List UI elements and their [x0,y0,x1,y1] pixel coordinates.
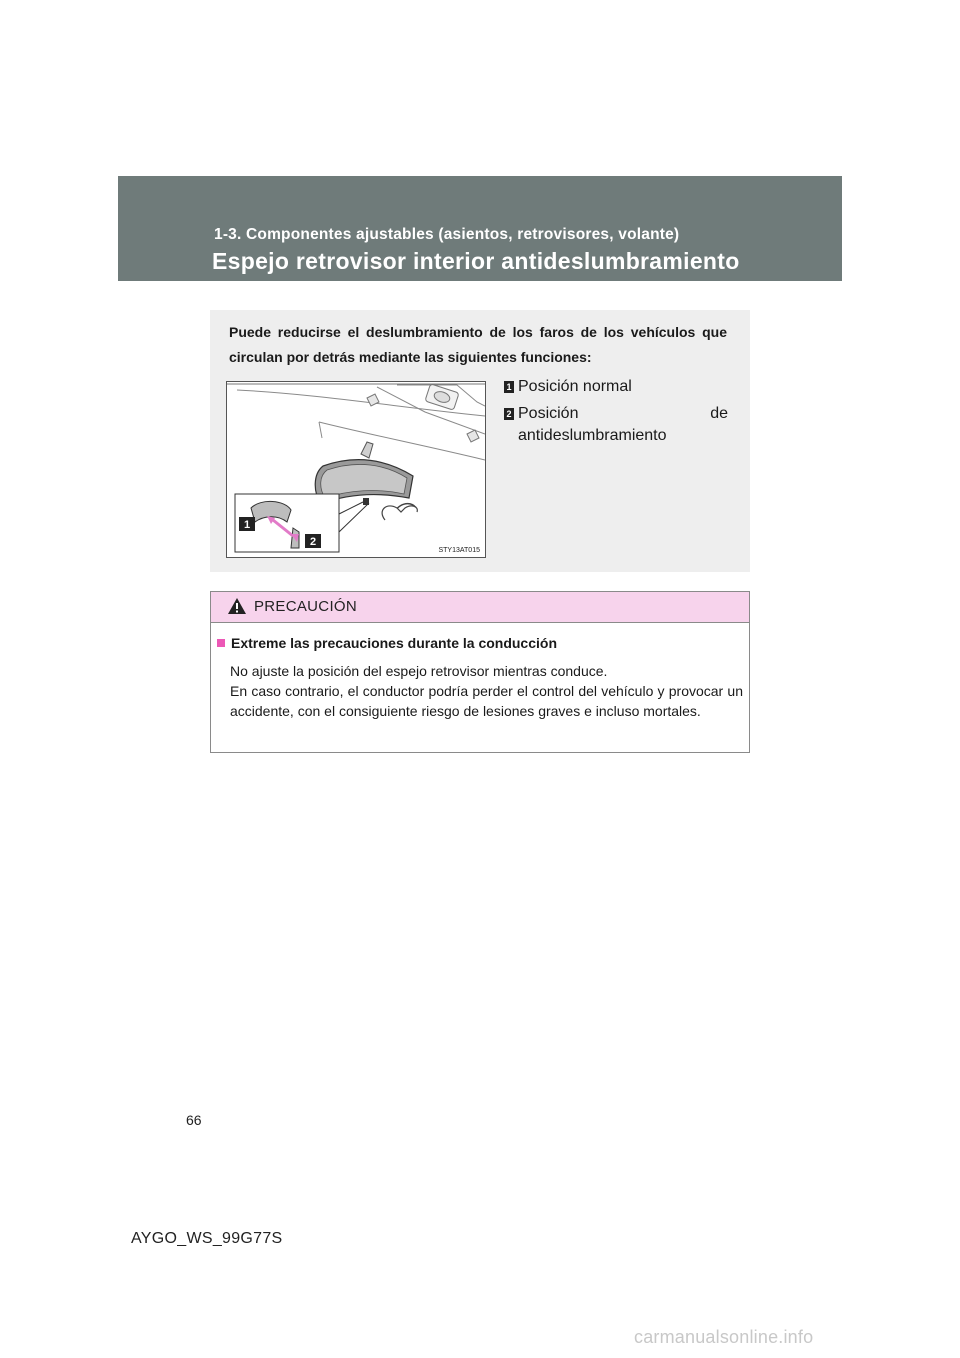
pink-square-bullet-icon [217,639,225,647]
legend-text-line2: antideslumbramiento [518,427,667,444]
intro-panel [210,310,750,572]
intro-text: Puede reducirse el deslumbramiento de los faros de los vehículos que circulan por detrás mediante las siguientes funciones: [229,324,727,365]
watermark: carmanualsonline.info [634,1327,814,1347]
number-badge: 1 [504,381,514,393]
rearview-mirror-drawing [227,382,485,557]
document-code: AYGO_WS_99G77S [131,1230,283,1247]
caution-title: PRECAUCIÓN [254,598,358,615]
callout-1: 1 [243,519,251,531]
number-badge: 2 [504,408,514,420]
page-number: 66 [186,1112,202,1128]
legend-text-line1: Posición de [518,405,728,422]
page-title: Espejo retrovisor interior antideslumbramiento [212,248,740,274]
figure-code: STY13AT015 [438,547,480,554]
caution-body [230,661,743,721]
caution-paragraph: En caso contrario, el conductor podría perder el control del vehículo y provocar un accidente, con el consiguiente riesgo de lesiones graves e incluso mortales. [230,683,743,719]
caution-header [211,592,749,623]
page-header [118,176,842,281]
section-label: 1-3. Componentes ajustables (asientos, retrovisores, volante) [214,226,680,243]
mirror-illustration [226,381,486,558]
callout-2: 2 [309,536,317,548]
caution-box [210,591,750,753]
caution-subtitle: Extreme las precauciones durante la conducción [217,635,557,651]
legend-item-antiglare [504,403,728,447]
legend [504,376,728,452]
warning-triangle-icon [227,597,247,615]
caution-line: No ajuste la posición del espejo retrovisor mientras conduce. [230,663,608,679]
legend-item-normal [504,376,728,398]
legend-text: Posición normal [518,378,632,395]
